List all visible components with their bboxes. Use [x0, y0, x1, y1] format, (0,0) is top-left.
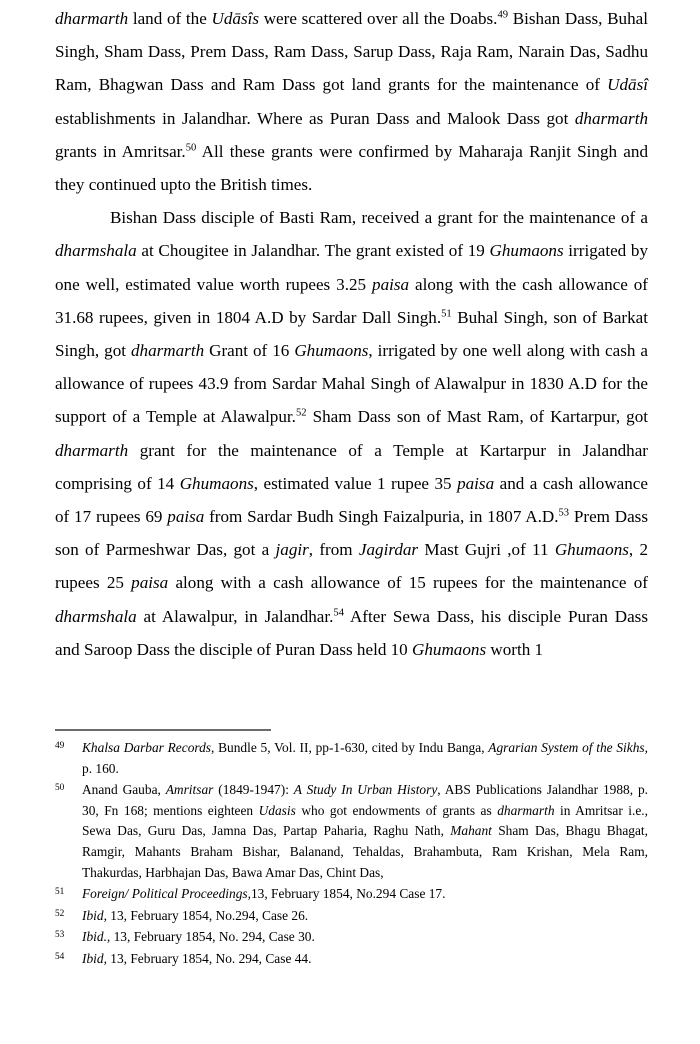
footnote-text: Ibid, 13, February 1854, No.294, Case 26.	[82, 907, 309, 923]
footnote-text: Foreign/ Political Proceedings,13, February 1854, No.294 Case 17.	[82, 886, 446, 902]
footnote-entry	[55, 949, 648, 970]
footnote-entry	[55, 780, 648, 883]
footnote-text: Anand Gauba, Amritsar (1849-1947): A Study In Urban History, ABS Publications Jalandhar 1988, p. 30, Fn 168; mentions eighteen Udasis who got endowments of grants as dharmarth in Amritsar i.e., Sewa Das, Guru Das, Jamna Das, Partap Paharia, Raghu Nath, Mahant Sham Das, Bhagu Bhagat, Ramgir, Mahants Braham Bishar, Balanand, Tehaldas, Brahambuta, Ram Krishan, Mela Ram, Thakurdas, Harbhajan Das, Bawa Amar Das, Chint Das,	[82, 782, 648, 880]
footnote-text: Ibid, 13, February 1854, No. 294, Case 44.	[82, 950, 312, 966]
body-text-region	[55, 0, 648, 666]
footnote-number: 49	[55, 741, 65, 751]
footnote-entry	[55, 927, 648, 948]
footnote-number: 52	[55, 908, 65, 919]
footnote-entry	[55, 884, 648, 905]
footnote-region	[55, 729, 648, 971]
footnote-text: Ibid., 13, February 1854, No. 294, Case 30.	[82, 929, 315, 945]
footnote-number: 53	[55, 930, 65, 941]
footnote-entry	[55, 906, 648, 927]
footnote-separator-rule	[55, 729, 271, 731]
footnote-entry	[55, 738, 648, 779]
footnote-number: 54	[55, 951, 65, 962]
footnote-text: Khalsa Darbar Records, Bundle 5, Vol. II, pp-1-630, cited by Indu Banga, Agrarian System of the Sikhs, p. 160.	[82, 740, 648, 776]
body-paragraph: Bishan Dass disciple of Basti Ram, received a grant for the maintenance of a dharmshala at Chougitee in Jalandhar. The grant existed of 19 Ghumaons irrigated by one well, estimated value worth rupees 3.25 paisa along with the cash allowance of 31.68 rupees, given in 1804 A.D by Sardar Dall Singh.$^{51}$ Buhal Singh, son of Barkat Singh, got dharmarth Grant of 16 Ghumaons, irrigated by one well along with cash a allowance of rupees 43.9 from Sardar Mahal Singh of Alawalpur in 1830 A.D for the support of a Temple at Alawalpur.$^{52}$ Sham Dass son of Mast Ram, of Kartarpur, got dharmarth grant for the maintenance of a Temple at Kartarpur in Jalandhar comprising of 14 Ghumaons, estimated value 1 rupee 35 paisa and a cash allowance of 17 rupees 69 paisa from Sardar Budh Singh Faizalpuria, in 1807 A.D.$^{53}$ Prem Dass son of Parmeshwar Das, got a jagir, from Jagirdar Mast Gujri ,of 11 Ghumaons, 2 rupees 25 paisa along with a cash allowance of 15 rupees for the maintenance of dharmshala at Alawalpur, in Jalandhar.$^{54}$ After Sewa Dass, his disciple Puran Dass and Saroop Dass the disciple of Puran Dass held 10 Ghumaons worth 1	[55, 208, 649, 659]
footnote-number: 51	[55, 887, 65, 898]
body-paragraph: dharmarth land of the Udāsîs were scattered over all the Doabs.$^{49}$ Bishan Dass, Buhal Singh, Sham Dass, Prem Dass, Ram Dass, Sarup Dass, Raja Ram, Narain Das, Sadhu Ram, Bhagwan Dass and Ram Dass got land grants for the maintenance of Udāsî establishments in Jalandhar. Where as Puran Dass and Malook Dass got dharmarth grants in Amritsar.$^{50}$ All these grants were confirmed by Maharaja Ranjit Singh and they continued upto the British times.	[55, 9, 648, 195]
footnote-number: 50	[55, 783, 65, 794]
